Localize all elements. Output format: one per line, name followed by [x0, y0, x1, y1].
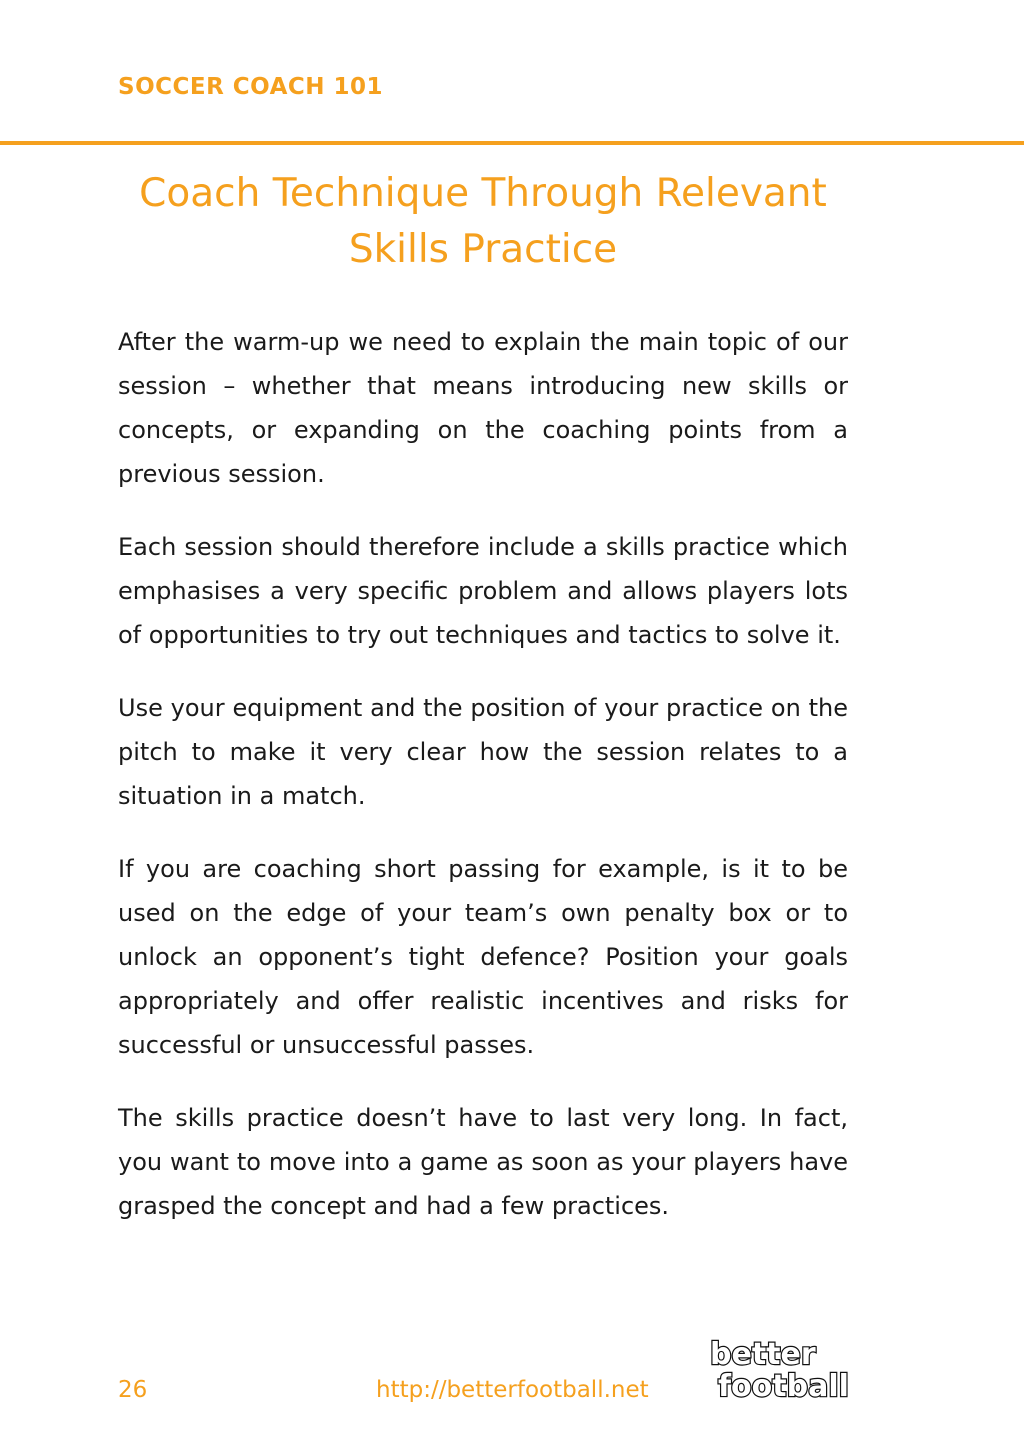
paragraph-5: The skills practice doesn’t have to last very long. In fact, you want to move into a game as soon as your players have grasped the concept and had a few practices.	[118, 1104, 848, 1220]
footer-url-link[interactable]: http://betterfootball.net	[376, 1377, 649, 1403]
paragraph-2: Each session should therefore include a skills practice which emphasises a very specific problem and allows players lots of opportunities to try out techniques and tactics to solve it.	[118, 533, 848, 649]
paragraph-1: After the warm-up we need to explain the main topic of our session – whether that means introducing new skills or concepts, or expanding on the coaching points from a previous session.	[118, 328, 848, 488]
header-divider	[0, 141, 1024, 145]
page-title	[118, 166, 848, 278]
better-football-logo	[708, 1338, 852, 1400]
page-title-line-2: Skills Practice	[348, 227, 618, 272]
running-header: SOCCER COACH 101	[118, 74, 384, 100]
paragraph-3: Use your equipment and the position of your practice on the pitch to make it very clear how the session relates to a situation in a match.	[118, 694, 848, 810]
paragraph-4: If you are coaching short passing for example, is it to be used on the edge of your team’s own penalty box or to unlock an opponent’s tight defence? Position your goals appropriately and offer realistic incentives and risks for successful or unsuccessful passes.	[118, 855, 848, 1059]
page-title-line-1: Coach Technique Through Relevant	[139, 171, 827, 216]
logo-text-bottom: football	[718, 1369, 849, 1400]
article-body	[118, 320, 848, 1257]
logo-text-top: better	[710, 1338, 816, 1372]
page-number: 26	[118, 1377, 148, 1403]
